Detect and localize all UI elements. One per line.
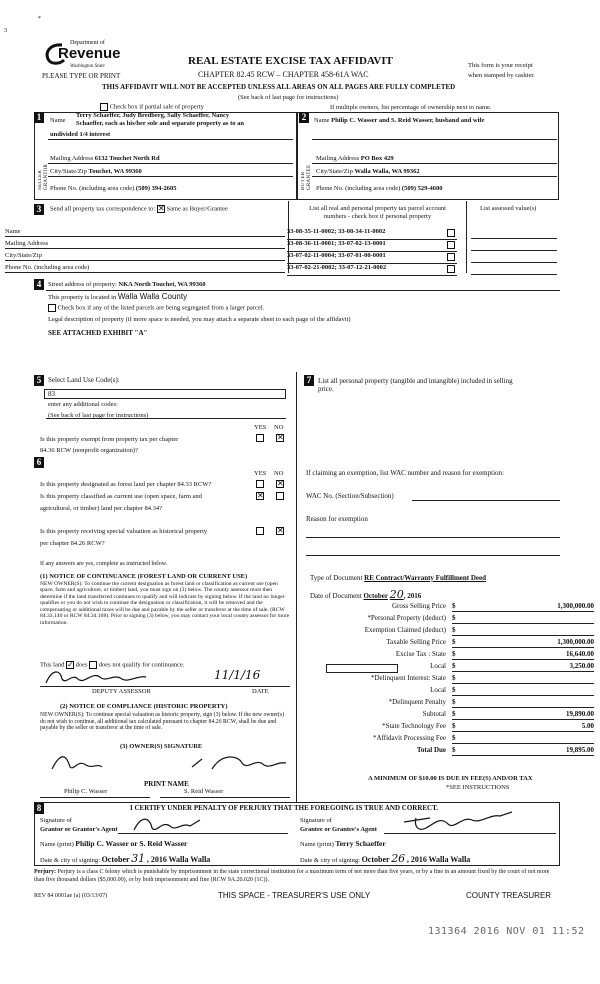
personal-property-checkbox[interactable] [447,229,455,237]
tax-row-label: *Personal Property (deduct) [367,614,446,622]
county[interactable]: Walla Walla County [117,292,188,301]
parcel-row [287,228,457,240]
grantee-city[interactable]: Walla Walla [428,855,471,864]
owner-2-name[interactable]: S. Reid Wasser [184,788,224,795]
tax-row [300,650,596,662]
historic-yes-checkbox[interactable] [256,527,264,535]
see-back-note: (See back of last page for instructions) [48,412,149,419]
section-1-number: 1 [34,112,44,123]
yes-header: YES [254,424,267,431]
section-6-number: 6 [34,457,44,468]
tax-row-label: Local [430,686,446,694]
grantor-signature [130,812,210,836]
land-use-code-input[interactable]: 83 [44,389,286,399]
grantee-name[interactable]: Terry Schaeffer [335,839,386,848]
buyer-city[interactable]: Walla Walla, WA 99362 [354,168,420,175]
divider [40,686,290,687]
seller-name[interactable]: Terry Schaeffer, Judy Bredberg, Sally Schaeffer, Nancy Schaeffer, each as his/her sole and separate property as to an [76,112,244,127]
section-7-number: 7 [304,375,314,386]
tax-row-label: *State Technology Fee [382,722,446,730]
grantor-city[interactable]: Walla Walla [168,855,211,864]
grantee-signature [400,810,520,836]
tax-row [300,722,596,734]
tax-row [300,710,596,722]
historic-question-cont: per chapter 84.26 RCW? [40,540,105,547]
logo-sub-text: Washington State [70,64,105,69]
tax-row [300,686,596,698]
historic-question: Is this property receiving special valuation as historical property [40,528,208,535]
section-5-number: 5 [34,375,44,386]
forest-no-checkbox[interactable]: ✕ [277,479,284,489]
reason-input[interactable] [306,537,560,538]
parcel-header: List all real and personal property tax parcel account numbers - check box if personal property [309,205,446,220]
dollar-sign: $ [452,734,456,742]
current-use-yes-checkbox[interactable]: ✕ [257,491,264,501]
exempt-yes-checkbox[interactable] [256,434,264,442]
exemption-label: If claiming an exemption, list WAC number and reason for exemption: [306,469,504,477]
wac-label: WAC No. (Section/Subsection) [306,492,394,500]
tax-row-label: Taxable Selling Price [386,638,446,646]
doc-date-month[interactable]: October [363,592,388,600]
tax-row-label: Total Due [416,746,446,754]
seller-name-cont[interactable]: undivided 1/4 interest [50,131,111,138]
tax-row-label: Exemption Claimed (deduct) [364,626,446,634]
divider [160,797,290,798]
assessed-value-input[interactable] [471,250,557,251]
owner-signature-label: (3) OWNER(S) SIGNATURE [120,743,203,750]
owner-1-name[interactable]: Philip C. Wasser [64,788,108,795]
exempt-question: Is this property exempt from property tax per chapter [40,436,179,443]
same-as-buyer-checkbox[interactable]: ✕ [157,204,165,213]
parcel-number[interactable]: 33-08-36-11-0001; 33-07-02-13-0001 [287,240,386,247]
print-name-label: PRINT NAME [144,780,189,788]
dor-logo [44,40,128,74]
parcel-row [287,264,457,276]
no-header: NO [274,470,284,477]
tax-row-value[interactable] [452,674,594,684]
dollar-sign: $ [452,710,456,718]
divider [40,797,150,798]
tax-row [300,698,596,710]
tax-calculation [300,602,596,758]
correspondence-mail[interactable]: Mailing Address [5,240,285,249]
seller-mail[interactable]: 6132 Touchet North Rd [94,155,160,162]
form-chapter: CHAPTER 82.45 RCW – CHAPTER 458-61A WAC [198,70,369,79]
buyer-phone[interactable]: (509) 529-4600 [401,185,443,192]
parcel-number[interactable]: 33-07-02-11-0004; 33-07-01-00-0001 [287,252,386,259]
parcel-row [287,252,457,264]
receipt-note-2: when stamped by cashier. [468,72,535,79]
receipt-note-1: This form is your receipt [468,62,533,69]
partial-sale-row: Check box if partial sale of property [100,103,204,111]
seller-phone[interactable]: (509) 394-2605 [135,185,177,192]
dollar-sign: $ [452,602,456,610]
seller-name-label: Name [50,117,66,124]
land-use-label: Select Land Use Code(s): [48,376,120,384]
current-use-question: Is this property classified as current use (open space, farm and [40,493,202,500]
tax-row-value[interactable]: 1,300,000.00 [452,638,594,648]
buyer-mail-row: Mailing Address PO Box 429 [316,155,394,162]
tax-row [300,602,596,614]
divider [466,201,467,273]
grantor-date-row: Date & city of signing: October 31 , 2016 Walla Walla [40,852,211,865]
dollar-sign: $ [452,650,456,658]
warning-text: THIS AFFIDAVIT WILL NOT BE ACCEPTED UNLESS ALL AREAS ON ALL PAGES ARE FULLY COMPLETED [102,83,456,91]
grantor-name[interactable]: Philip C. Wasser or S. Reid Wasser [75,839,188,848]
assessor-date[interactable]: 11/1/16 [214,668,261,682]
street-address-row: Street address of property: NKA North Touchet, WA 99360 [48,281,206,288]
form-revision: REV 84 0001ae (a) (03/13/07) [34,893,108,899]
buyer-city-row: City/State/Zip Walla Walla, WA 99362 [316,168,420,175]
grantor-day[interactable]: 31 [131,852,146,865]
divider [46,290,560,291]
owner-signatures [42,749,292,775]
tax-row-label: Subtotal [422,710,446,718]
form-title: REAL ESTATE EXCISE TAX AFFIDAVIT [188,55,393,67]
tax-row [300,734,596,746]
notice-continuance-body: NEW OWNER(S): To continue the current designation as forest land or classification as current use (open space, farm and agriculture, or timber) land, you must sign on (3) below. The county assessor must then determine if the land transferred continues to qualify and will indicate by signing below. If the land no longer qualifies or you do not wish to continue the designation or classification, it will be removed and the compensating or additional taxes will be due and payable by the seller or transferor at the time of sale. (RCW 84.33.140 or RCW 84.34.108). Prior to signing (3) below, you may contact your local county assessor for more information. [40,581,290,626]
buyer-mail[interactable]: PO Box 429 [360,155,394,162]
grantee-signature-label: Signature of [300,817,332,824]
grantee-agent-label: Grantee or Grantee's Agent [300,826,377,833]
dollar-sign: $ [452,746,456,754]
notice-compliance-body: NEW OWNER(S): To continue special valuation as historic property, sign (3) below. If the new owner(s) do not wish to continue, all additional tax calculated pursuant to chapter 84.26 RCW, shall be due and payable by the seller or transferor at the time of sale. [40,712,285,732]
tax-row [300,638,596,650]
section-8-number: 8 [34,803,44,814]
reason-input[interactable] [306,555,560,556]
section-3-number: 3 [34,204,44,215]
personal-property-checkbox[interactable] [447,253,455,261]
divider [48,176,293,177]
minimum-fee-note: A MINIMUM OF $10.00 IS DUE IN FEE(S) AND/OR TAX [368,775,533,782]
tax-row-value[interactable] [452,614,594,624]
assessed-header: List assessed value(s) [480,205,537,212]
tax-row-value[interactable] [452,698,594,708]
multiple-owners-note: If multiple owners, list percentage of ownership next to name. [330,104,492,111]
notice-compliance-title: (2) NOTICE OF COMPLIANCE (HISTORIC PROPERTY) [60,703,228,710]
recording-stamp: 131364 2016 NOV 01 11:52 [428,926,585,937]
buyer-vertical-label: BUYER GRANTEE [301,164,312,190]
grantor-signature-label: Signature of [40,817,72,824]
dollar-sign: $ [452,698,456,706]
tax-row-value[interactable]: 1,300,000.00 [452,602,594,612]
if-any-note: If any answers are yes, complete as instructed below. [40,561,168,567]
buyer-name[interactable]: Philip C. Wasser and S. Reid Wasser, husband and wife [331,117,485,124]
local-code-input[interactable] [326,664,398,673]
dollar-sign: $ [452,626,456,634]
tax-row-value[interactable]: 5.00 [452,722,594,732]
forest-land-question: Is this property designated as forest land per chapter 84.33 RCW? [40,481,212,488]
tax-row [300,674,596,686]
divider [48,139,293,140]
divider [48,163,293,164]
yes-header: YES [254,470,267,477]
current-use-question-cont: agricultural, or timber) land per chapter 84.34? [40,505,163,512]
segregated-checkbox[interactable] [48,304,56,312]
buyer-name-row: Name Philip C. Wasser and S. Reid Wasser, husband and wife [314,117,485,124]
assessed-value-input[interactable] [471,238,557,239]
tax-row-value[interactable] [452,734,594,744]
assessed-value-input[interactable] [471,274,557,275]
county-row: This property is located in Walla Walla County [48,292,188,301]
personal-property-checkbox[interactable] [447,265,455,273]
divider [312,163,557,164]
doc-date-row: Date of Document October 20, 2016 [310,588,422,601]
tax-row-value[interactable]: 16,640.00 [452,650,594,660]
tax-row [300,614,596,626]
margin-mark: 3 [4,28,7,34]
street-address[interactable]: NKA North Touchet, WA 99360 [118,281,206,288]
treasurer-use-label: THIS SPACE - TREASURER'S USE ONLY [218,891,371,900]
assessor-date-label: DATE [252,688,269,695]
historic-no-checkbox[interactable]: ✕ [277,526,284,536]
seller-vertical-label: SELLER GRANTOR [38,163,49,190]
legal-description-label: Legal description of property (if more space is needed, you may attach a separate sheet to each page of the affidavit) [48,316,351,323]
grantor-name-row: Name (print) Philip C. Wasser or S. Reid Wasser [40,839,188,848]
parcel-number[interactable]: 33-08-35-11-0002; 33-08-34-11-0002 [287,228,386,235]
tax-row-value[interactable] [452,626,594,636]
deputy-assessor-label: DEPUTY ASSESSOR [92,688,151,695]
doc-type-row: Type of Document RE Contract/Warranty Fulfillment Deed [310,574,487,582]
seller-mail-row: Mailing Address 6132 Touchet North Rd [50,155,160,162]
dollar-sign: $ [452,614,456,622]
grantee-name-row: Name (print) Terry Schaeffer [300,839,386,848]
tax-row-label: Gross Selling Price [391,602,446,610]
perjury-notice: Perjury: Perjury is a class C felony which is punishable by imprisonment in the state correctional institution for a maximum term of not more than five years, or by a fine in an amount fixed by the court of not more than five thousand dollars ($5,000.00), or by both imprisonment and fine (RCW 9A.20.020 (1C)). [34,869,550,883]
send-correspondence-row: Send all property tax correspondence to: ✕ Same as Buyer/Grantee [50,204,228,213]
doc-type[interactable]: RE Contract/Warranty Fulfillment Deed [364,574,487,582]
type-print-note: PLEASE TYPE OR PRINT [42,72,121,80]
current-use-no-checkbox[interactable] [276,492,284,500]
divider [312,176,557,177]
no-header: NO [274,424,284,431]
qualify-row: This land ✓ does does not qualify for continuance. [40,660,185,669]
parcel-number[interactable]: 33-07-02-21-0002; 33-07-12-21-0002 [287,264,387,271]
logo-main-text: Revenue [58,45,121,62]
grantee-date-row: Date & city of signing: October 26 , 2016 Walla Walla [300,852,471,865]
margin-mark: * [38,16,41,22]
personal-property-checkbox[interactable] [447,241,455,249]
tax-row-value[interactable]: 19,890.00 [452,710,594,720]
dollar-sign: $ [452,686,456,694]
tax-row-label: *Delinquent Interest: State [370,674,446,682]
grantor-agent-label: Grantor or Grantor's Agent [40,826,118,833]
seller-city-row: City/State/Zip Touchet, WA 99360 [50,168,142,175]
doc-date-day[interactable]: 20 [389,588,404,601]
certification-statement: I CERTIFY UNDER PENALTY OF PERJURY THAT THE FOREGOING IS TRUE AND CORRECT. [130,804,439,812]
does-checkbox[interactable]: ✓ [67,660,74,669]
segregated-row: Check box if any of the listed parcels are being segregated from a larger parcel. [48,304,264,312]
dollar-sign: $ [452,662,456,670]
personal-property-label: List all personal property (tangible and intangible) included in selling price. [318,377,513,394]
section-2-number: 2 [299,112,309,123]
tax-row-label: Local [430,662,446,670]
divider [312,139,557,140]
see-instructions-note: *SEE INSTRUCTIONS [446,784,510,791]
tax-row-label: *Delinquent Penalty [388,698,446,706]
instructions-note: (See back of last page for instructions) [238,94,339,101]
forest-yes-checkbox[interactable] [256,480,264,488]
seller-phone-row: Phone No. (including area code) (509) 394-2605 [50,185,177,192]
logo-top-text: Department of [70,40,105,46]
buyer-phone-row: Phone No. (including area code) (509) 529-4600 [316,185,443,192]
correspondence-city[interactable]: City/State/Zip [5,252,285,261]
tax-row [300,626,596,638]
tax-row-value[interactable]: 3,250.00 [452,662,594,672]
tax-row-label: Excise Tax : State [395,650,446,658]
dollar-sign: $ [452,674,456,682]
exempt-no-checkbox[interactable]: ✕ [277,433,284,443]
wac-input[interactable] [412,500,560,501]
section-4-number: 4 [34,279,44,290]
dollar-sign: $ [452,722,456,730]
county-treasurer-label: COUNTY TREASURER [466,891,552,900]
notice-continuance-title: (1) NOTICE OF CONTINUANCE (FOREST LAND OR CURRENT USE) [40,573,248,580]
partial-sale-checkbox[interactable] [100,103,108,111]
seller-city[interactable]: Touchet, WA 99360 [88,168,142,175]
tax-row-value[interactable]: 19,895.00 [452,746,594,756]
legal-description[interactable]: SEE ATTACHED EXHIBIT "A" [48,329,148,337]
column-divider [296,372,297,802]
tax-row-value[interactable] [452,686,594,696]
correspondence-phone[interactable]: Phone No. (including area code) [5,264,285,273]
exempt-question-cont: 84.36 RCW (nonprofit organization)? [40,447,138,454]
grantee-day[interactable]: 26 [391,852,406,865]
tax-row-label: *Affidavit Processing Fee [373,734,446,742]
dollar-sign: $ [452,638,456,646]
correspondence-name[interactable]: Name [5,228,285,237]
tax-row [300,746,596,758]
assessed-value-input[interactable] [471,262,557,263]
parcel-list [287,228,457,276]
reason-label: Reason for exemption [306,515,368,523]
parcel-row [287,240,457,252]
additional-codes-label: enter any additional codes: [48,401,118,408]
